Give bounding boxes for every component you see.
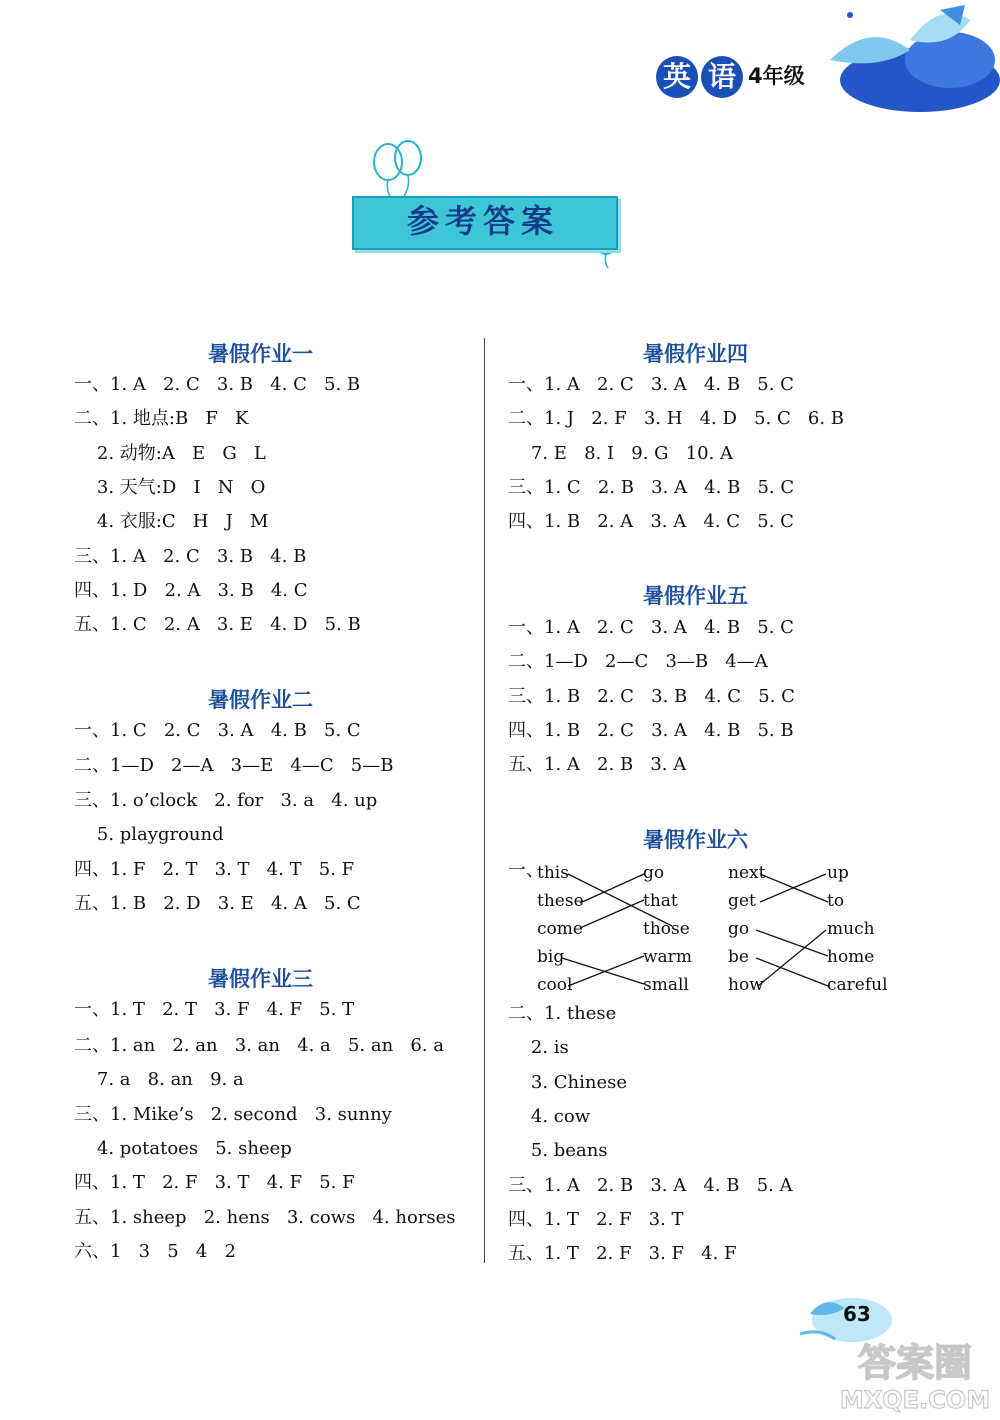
answer-line: 一、1. C 2. C 3. A 4. B 5. C bbox=[74, 720, 361, 741]
subject-char-badge: 语 bbox=[701, 56, 743, 98]
match-word: cool bbox=[537, 975, 573, 995]
answer-line: 2. is bbox=[508, 1037, 569, 1058]
section-title: 暑假作业四 bbox=[643, 342, 748, 366]
section-title: 暑假作业二 bbox=[208, 688, 313, 712]
answer-line: 三、1. A 2. C 3. B 4. B bbox=[74, 546, 307, 567]
answer-line: 一、1. T 2. T 3. F 4. F 5. T bbox=[74, 999, 355, 1020]
match-word: these bbox=[537, 891, 584, 911]
subject-char-badge: 英 bbox=[656, 56, 698, 98]
matching-lines bbox=[560, 860, 850, 1000]
match-word: small bbox=[643, 975, 689, 995]
match-word: that bbox=[643, 891, 678, 911]
answer-line: 7. E 8. I 9. G 10. A bbox=[508, 443, 734, 464]
match-word: those bbox=[643, 919, 690, 939]
watermark-logo bbox=[830, 1330, 1000, 1415]
answer-line: 五、1. C 2. A 3. E 4. D 5. B bbox=[74, 614, 361, 635]
answer-line: 一、1. A 2. C 3. A 4. B 5. C bbox=[508, 617, 794, 638]
answer-line: 三、1. C 2. B 3. A 4. B 5. C bbox=[508, 477, 795, 498]
match-word: come bbox=[537, 919, 583, 939]
answer-line: 2. 动物:A E G L bbox=[74, 443, 266, 464]
answer-line: 4. cow bbox=[508, 1106, 591, 1127]
answer-line: 四、1. T 2. F 3. T bbox=[508, 1209, 684, 1230]
answer-line: 三、1. Mike’s 2. second 3. sunny bbox=[74, 1104, 392, 1125]
answer-line: 四、1. D 2. A 3. B 4. C bbox=[74, 580, 308, 601]
grade-label: 4年级 bbox=[748, 64, 805, 88]
section-title: 暑假作业五 bbox=[643, 584, 748, 608]
answer-line: 二、1. these bbox=[508, 1003, 617, 1024]
lotus-flower-illustration bbox=[790, 0, 1000, 120]
answer-line: 3. 天气:D I N O bbox=[74, 477, 266, 498]
answer-line: 一、1. A 2. C 3. A 4. B 5. C bbox=[508, 374, 794, 395]
answer-line: 六、1 3 5 4 2 bbox=[74, 1241, 236, 1262]
answer-line: 四、1. B 2. A 3. A 4. C 5. C bbox=[508, 511, 794, 532]
answer-line: 二、1. an 2. an 3. an 4. a 5. an 6. a bbox=[74, 1035, 444, 1056]
answer-line: 5. beans bbox=[508, 1140, 608, 1161]
section-title: 暑假作业三 bbox=[208, 967, 313, 991]
answer-banner-title: 参考答案 bbox=[406, 202, 559, 240]
answer-line: 四、1. T 2. F 3. T 4. F 5. F bbox=[74, 1172, 355, 1193]
answer-line: 五、1. A 2. B 3. A bbox=[508, 754, 687, 775]
match-word: how bbox=[728, 975, 764, 995]
answer-line: 五、1. B 2. D 3. E 4. A 5. C bbox=[74, 893, 361, 914]
match-word: careful bbox=[827, 975, 888, 995]
answer-line: 四、1. B 2. C 3. A 4. B 5. B bbox=[508, 720, 794, 741]
answer-line: 一、1. A 2. C 3. B 4. C 5. B bbox=[74, 374, 361, 395]
answer-line: 4. 衣服:C H J M bbox=[74, 511, 269, 532]
match-word: much bbox=[827, 919, 875, 939]
match-word: big bbox=[537, 947, 565, 967]
page-number: 63 bbox=[843, 1302, 871, 1326]
match-word: to bbox=[827, 891, 845, 911]
match-word: warm bbox=[643, 947, 692, 967]
answer-line: 二、1—D 2—C 3—B 4—A bbox=[508, 651, 768, 672]
match-word: this bbox=[537, 863, 569, 883]
match-word: up bbox=[827, 863, 849, 883]
section-title: 暑假作业六 bbox=[643, 828, 748, 852]
answer-line: 5. playground bbox=[74, 824, 224, 845]
answer-line: 五、1. sheep 2. hens 3. cows 4. horses bbox=[74, 1207, 456, 1228]
match-word: get bbox=[728, 891, 756, 911]
answer-line: 三、1. A 2. B 3. A 4. B 5. A bbox=[508, 1175, 793, 1196]
answer-line: 二、1. 地点:B F K bbox=[74, 408, 249, 429]
match-word: go bbox=[643, 863, 665, 883]
answer-line: 3. Chinese bbox=[508, 1072, 628, 1093]
svg-text:答案圈: 答案圈 bbox=[857, 1341, 973, 1385]
answer-line: 三、1. B 2. C 3. B 4. C 5. C bbox=[508, 686, 795, 707]
answer-line: 4. potatoes 5. sheep bbox=[74, 1138, 292, 1159]
answer-line: 二、1—D 2—A 3—E 4—C 5—B bbox=[74, 755, 394, 776]
answer-line: 二、1. J 2. F 3. H 4. D 5. C 6. B bbox=[508, 408, 845, 429]
answer-line: 三、1. o’clock 2. for 3. a 4. up bbox=[74, 790, 378, 811]
section-title: 暑假作业一 bbox=[208, 342, 313, 366]
svg-text:MXQE.COM: MXQE.COM bbox=[839, 1386, 991, 1414]
answer-line: 7. a 8. an 9. a bbox=[74, 1069, 244, 1090]
answer-line: 四、1. F 2. T 3. T 4. T 5. F bbox=[74, 859, 355, 880]
match-word: next bbox=[728, 863, 766, 883]
answer-line: 五、1. T 2. F 3. F 4. F bbox=[508, 1243, 737, 1264]
match-word: go bbox=[728, 919, 750, 939]
column-divider bbox=[484, 338, 485, 1263]
match-word: home bbox=[827, 947, 875, 967]
matching-prefix: 一、 bbox=[508, 860, 544, 881]
match-word: be bbox=[728, 947, 749, 967]
